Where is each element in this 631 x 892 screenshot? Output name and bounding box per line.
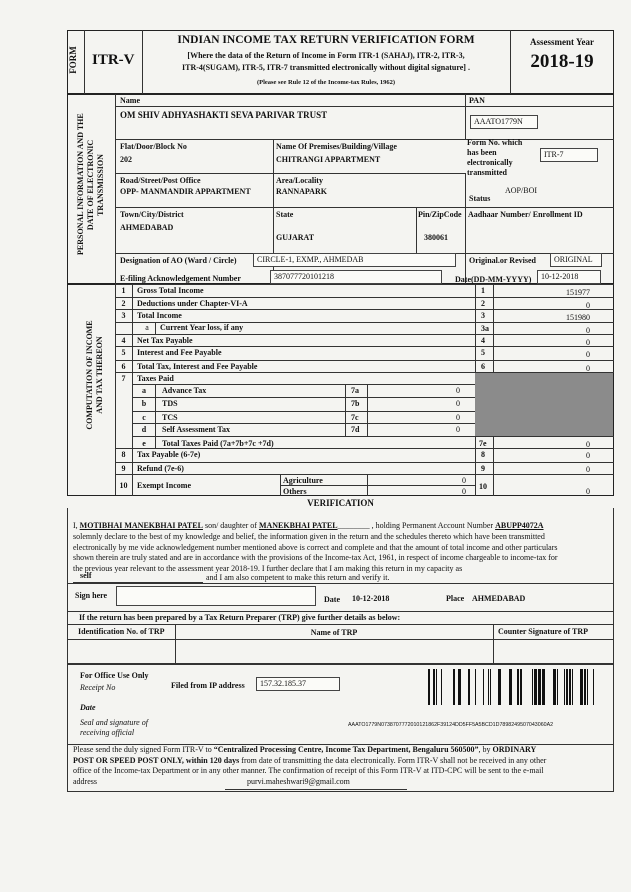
tax-paid-ref: 7b bbox=[351, 399, 360, 408]
declarant-name: MOTIBHAI MANEKBHAI PATEL bbox=[79, 521, 203, 530]
comp-row-value: 0 bbox=[586, 326, 590, 335]
total-taxes-ref: 7e bbox=[479, 439, 487, 448]
comp-row-value: 0 bbox=[586, 338, 590, 347]
total-taxes-label: Total Taxes Paid (7a+7b+7c +7d) bbox=[162, 439, 274, 448]
comp-row-ref: 1 bbox=[481, 286, 485, 295]
shaded-area bbox=[475, 372, 613, 436]
declarant-pan: ABUPP4072A bbox=[495, 521, 544, 530]
form-code: ITR-V bbox=[92, 52, 135, 68]
pin-label: Pin/ZipCode bbox=[418, 210, 462, 219]
barcode-text: AAATO1779N0738707772010121862F39124DD5FF5A5BCD1D7898249507043060A2 bbox=[348, 722, 554, 728]
comp-row-value: 151980 bbox=[566, 313, 590, 322]
trp-heading: If the return has been prepared by a Tax Return Preparer (TRP) give further details as below: bbox=[79, 613, 401, 622]
comp-row-no: 4 bbox=[121, 336, 126, 345]
tax-paid-value: 0 bbox=[456, 399, 460, 408]
tax-paid-value: 0 bbox=[456, 386, 460, 395]
verification-date-value: 10-12-2018 bbox=[352, 594, 390, 603]
comp-row-label: Interest and Fee Payable bbox=[137, 348, 222, 357]
road-value: OPP- MANMANDIR APPARTMENT bbox=[120, 187, 251, 196]
ao-label: Designation of AO (Ward / Circle) bbox=[120, 256, 237, 265]
flat-label: Flat/Door/Block No bbox=[120, 142, 187, 151]
form-no-value: ITR-7 bbox=[540, 148, 598, 162]
comp-row-label: Deductions under Chapter-VI-A bbox=[137, 299, 248, 308]
tax-paid-ref: 7d bbox=[351, 425, 360, 434]
ip-value: 157.32.185.37 bbox=[256, 677, 340, 691]
comp-row-ref: 2 bbox=[481, 299, 485, 308]
ip-label: Filed from IP address bbox=[171, 681, 245, 690]
tax-paid-ref: 7c bbox=[351, 413, 359, 422]
original-revised-label: Original.or Revised bbox=[469, 256, 536, 265]
tax-paid-no: d bbox=[141, 425, 147, 434]
tax-paid-value: 0 bbox=[456, 425, 460, 434]
comp-row-no: 3 bbox=[121, 311, 126, 320]
pan-value: AAATO1779N bbox=[470, 115, 538, 129]
comp-row-label: Taxes Paid bbox=[137, 374, 174, 383]
pan-label: PAN bbox=[469, 96, 485, 105]
rule-note: (Please see Rule 12 of the Income-tax Rules, 1962) bbox=[256, 79, 396, 86]
trp-signature-label: Counter Signature of TRP bbox=[498, 627, 589, 636]
verification-date-label: Date bbox=[324, 595, 340, 604]
tax-paid-ref: 7a bbox=[351, 386, 359, 395]
comp-row-value: 0 bbox=[586, 465, 590, 474]
flat-value: 202 bbox=[120, 155, 132, 164]
tax-paid-no: b bbox=[141, 399, 147, 408]
tax-paid-label: TDS bbox=[162, 399, 178, 408]
pin-value: 380061 bbox=[424, 233, 448, 242]
comp-row-no: 9 bbox=[121, 464, 126, 473]
area-label: Area/Locality bbox=[276, 176, 323, 185]
comp-row-label: Current Year loss, if any bbox=[160, 323, 244, 332]
assessment-year-label: Assessment Year bbox=[530, 37, 594, 47]
form-subtitle-1: [Where the data of the Return of Income in Form ITR-1 (SAHAJ), ITR-2, ITR-3, bbox=[187, 51, 465, 60]
form-title: INDIAN INCOME TAX RETURN VERIFICATION FORM bbox=[177, 34, 475, 46]
sign-label: Sign here bbox=[75, 591, 108, 600]
personal-side-label: PERSONAL INFORMATION AND THE DATE OF ELECTRONIC TRANSMISSION bbox=[76, 113, 105, 255]
aadhaar-label: Aadhaar Number/ Enrollment ID bbox=[468, 210, 583, 219]
others-label: Others bbox=[283, 487, 307, 496]
receipt-label: Receipt No bbox=[80, 683, 116, 692]
form-no-label: Form No. which has been electronically transmitted bbox=[467, 138, 523, 177]
original-revised-value: ORIGINAL bbox=[550, 253, 602, 267]
place-value: AHMEDABAD bbox=[472, 594, 526, 603]
tax-paid-no: c bbox=[142, 413, 146, 422]
form-subtitle-2: ITR-4(SUGAM), ITR-5, ITR-7 transmitted electronically without digital signature] . bbox=[182, 63, 470, 72]
city-value: AHMEDABAD bbox=[120, 223, 174, 232]
agriculture-value: 0 bbox=[462, 476, 466, 485]
comp-row-no: 2 bbox=[121, 299, 126, 308]
others-value: 0 bbox=[462, 487, 466, 496]
computation-side-label: COMPUTATION OF INCOME AND TAX THEREON bbox=[85, 320, 104, 430]
tax-paid-value: 0 bbox=[456, 413, 460, 422]
comp-row-label: Refund (7e-6) bbox=[137, 464, 184, 473]
trp-name-label: Name of TRP bbox=[310, 628, 358, 637]
area-value: RANNAPARK bbox=[276, 187, 327, 196]
signature-field[interactable] bbox=[116, 586, 316, 606]
seal-label: Seal and signature of receiving official bbox=[80, 718, 148, 737]
comp-row-value: 0 bbox=[586, 451, 590, 460]
ack-label: E-filing Acknowledgement Number bbox=[120, 274, 241, 283]
city-label: Town/City/District bbox=[120, 210, 184, 219]
comp-row-no: 5 bbox=[121, 348, 126, 357]
comp-row-no: 6 bbox=[121, 362, 126, 371]
comp-row-no: 8 bbox=[121, 450, 126, 459]
state-value: GUJARAT bbox=[276, 233, 315, 242]
ack-value: 387077720101218 bbox=[270, 270, 442, 284]
declaration-text: solemnly declare to the best of my knowledge and belief, the information given in the return and the schedules thereto which have been transmitted electronically by me vide acknowledgement number mentioned above is correct and complete and that the amount of total income and other particulars shown therein are truly stated and are in accordance with the provisions of the Income-tax Act, 1961, in respect of income chargeable to income-tax for the previous year relevant to the assessment year 2018-19. I further declare that I am making this return in my capacity as bbox=[73, 532, 558, 573]
comp-row-label: Net Tax Payable bbox=[137, 336, 193, 345]
trp-id-label: Identification No. of TRP bbox=[78, 627, 165, 636]
exempt-no: 10 bbox=[119, 481, 128, 490]
total-taxes-value: 0 bbox=[586, 440, 590, 449]
capacity-value: self bbox=[80, 571, 92, 580]
exempt-label: Exempt Income bbox=[137, 481, 191, 490]
comp-row-ref: 8 bbox=[481, 450, 485, 459]
status-label: Status bbox=[469, 194, 491, 203]
comp-row-ref: 4 bbox=[481, 336, 485, 345]
comp-row-no: a bbox=[145, 323, 149, 332]
comp-row-ref: 3 bbox=[481, 311, 485, 320]
office-heading: For Office Use Only bbox=[80, 671, 149, 680]
comp-row-label: Total Income bbox=[137, 311, 182, 320]
status-value: AOP/BOI bbox=[505, 186, 538, 195]
premises-value: CHITRANGI APPARTMENT bbox=[276, 155, 381, 164]
tax-paid-label: TCS bbox=[162, 413, 178, 422]
comp-row-label: Total Tax, Interest and Fee Payable bbox=[137, 362, 258, 371]
declaration-end: and I am also competent to make this return and verify it. bbox=[206, 573, 390, 582]
total-taxes-no: e bbox=[142, 439, 146, 448]
comp-row-label: Gross Total Income bbox=[137, 286, 204, 295]
date-value: 10-12-2018 bbox=[537, 270, 601, 284]
exempt-value: 0 bbox=[586, 487, 590, 496]
assessment-year-value: 2018-19 bbox=[530, 51, 594, 72]
comp-row-label: Tax Payable (6-7e) bbox=[137, 450, 201, 459]
exempt-ref: 10 bbox=[479, 482, 487, 491]
road-label: Road/Street/Post Office bbox=[120, 176, 201, 185]
date-label: Date(DD-MM-YYYY) bbox=[455, 275, 532, 284]
form-label: FORM bbox=[68, 46, 78, 74]
ao-value: CIRCLE-1, EXMP., AHMEDAB bbox=[253, 253, 456, 267]
tax-paid-no: a bbox=[142, 386, 146, 395]
comp-row-ref: 6 bbox=[481, 362, 485, 371]
state-label: State bbox=[276, 210, 294, 219]
comp-row-ref: 9 bbox=[481, 464, 485, 473]
comp-row-value: 151977 bbox=[566, 288, 590, 297]
agriculture-label: Agriculture bbox=[283, 476, 323, 485]
tax-paid-label: Self Assessment Tax bbox=[162, 425, 231, 434]
email-value: purvi.maheshwari9@gmail.com bbox=[247, 776, 350, 786]
comp-row-value: 0 bbox=[586, 350, 590, 359]
name-label: Name bbox=[120, 96, 140, 105]
premises-label: Name Of Premises/Building/Village bbox=[276, 142, 397, 151]
footer-text: Please send the duly signed Form ITR-V to “Centralized Processing Centre, Income Tax Department, Bengaluru 560500”, by ORDINARY POST OR SPEED POST ONLY, within 120 days from date of transmitting the data electronically. Form ITR-V shall not be received in any other office of the Income-tax Department or in any other manner. The confirmation of receipt of this Form ITR-V at ITD-CPC will be sent to the e-mail address purvi.maheshwari9@gmail.com bbox=[73, 745, 547, 786]
father-name: MANEKBHAI PATEL bbox=[258, 521, 338, 530]
tax-paid-label: Advance Tax bbox=[162, 386, 207, 395]
comp-row-ref: 5 bbox=[481, 348, 485, 357]
comp-row-value: 0 bbox=[586, 301, 590, 310]
comp-row-no: 1 bbox=[121, 286, 126, 295]
comp-row-value: 0 bbox=[586, 364, 590, 373]
barcode bbox=[428, 669, 594, 705]
comp-row-ref: 3a bbox=[481, 324, 489, 333]
verification-heading: VERIFICATION bbox=[307, 498, 374, 508]
comp-row-no: 7 bbox=[121, 374, 126, 383]
place-label: Place bbox=[446, 594, 465, 603]
verification-line-1: I, MOTIBHAI MANEKBHAI PATEL son/ daughter of MANEKBHAI PATEL________ , holding Permanent Account Number ABUPP4072A bbox=[73, 521, 544, 530]
name-value: OM SHIV ADHYASHAKTI SEVA PARIVAR TRUST bbox=[120, 110, 328, 120]
office-date-label: Date bbox=[80, 703, 96, 712]
